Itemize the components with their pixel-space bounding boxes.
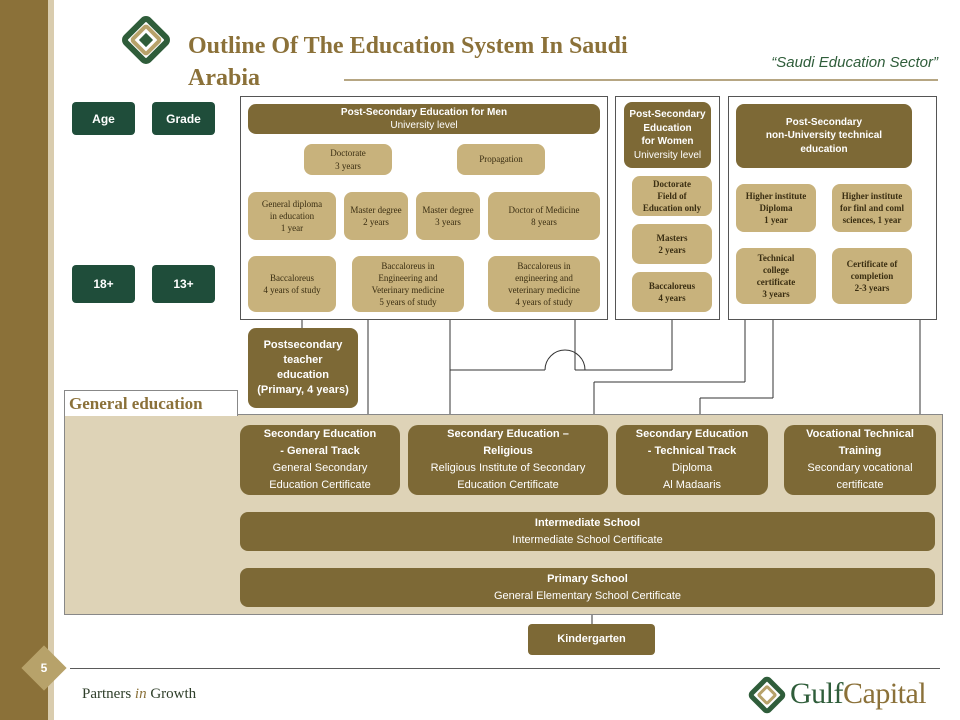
bar-title: Primary School — [547, 572, 628, 585]
sec-line: General Secondary — [272, 462, 368, 474]
chip-line: 1 year — [280, 223, 304, 234]
chip-line: certificate — [756, 277, 796, 287]
secondary-religious — [408, 425, 608, 495]
age-header: Age — [72, 102, 135, 135]
sec-line: Diploma — [671, 462, 713, 474]
sec-title2: - General Track — [280, 445, 360, 457]
doctorate-chip — [304, 144, 392, 175]
brand-logo-icon — [748, 676, 786, 714]
brand-wordmark — [790, 677, 926, 711]
sec-title2: Religious — [483, 445, 533, 457]
chip-line: Doctor of Medicine — [508, 204, 580, 215]
chip-line: engineering and — [515, 272, 573, 283]
sec-line: Education Certificate — [269, 479, 371, 491]
sec-line: Al Madaaris — [662, 479, 722, 491]
vocational-training — [784, 425, 936, 495]
chip-line: 1 year — [764, 215, 788, 226]
sec-title2: Training — [838, 445, 882, 457]
connector-hop-arc — [545, 350, 585, 370]
kindergarten-label: Kindergarten — [557, 633, 626, 646]
grade-label: 13+ — [152, 265, 215, 303]
chip-line: sciences, 1 year — [842, 215, 902, 226]
bar-sub: Intermediate School Certificate — [512, 533, 663, 546]
propagation-chip — [457, 144, 545, 175]
tagline — [82, 686, 196, 703]
sec-line: Secondary vocational — [807, 462, 913, 474]
secondary-general-track — [240, 425, 400, 495]
sec-title2: - Technical Track — [647, 445, 737, 457]
chip-line: Engineering and — [378, 272, 438, 283]
chip-line: Propagation — [479, 154, 523, 165]
chip-line: 4 years of study — [515, 297, 573, 308]
chip-line: Master degree — [422, 204, 474, 215]
women-masters-chip — [632, 224, 712, 264]
general-education-label: General education — [64, 390, 238, 416]
chip-line: General diploma — [261, 198, 323, 209]
chip-line: Diploma — [759, 202, 793, 213]
sec-title: Secondary Education – — [447, 428, 569, 440]
tagline-part: Partners — [82, 686, 132, 702]
baccaloreus-eng-chip — [488, 256, 600, 312]
chip-line: Postsecondary — [263, 339, 343, 352]
higher-diploma-chip — [736, 184, 816, 232]
cert-completion-chip — [832, 248, 912, 304]
women-bacc-chip — [632, 272, 712, 312]
chip-line: education — [800, 143, 848, 155]
chip-line: teacher — [283, 354, 323, 367]
chip-line: education — [277, 369, 329, 381]
women-doctorate-chip — [632, 176, 712, 216]
age-label: 18+ — [72, 265, 135, 303]
chip-line: college — [763, 264, 789, 275]
page-number: 5 — [40, 661, 48, 675]
brand-part: Capital — [843, 677, 927, 710]
chip-line: Master degree — [350, 204, 402, 215]
men-header-title: Post-Secondary Education for Men — [340, 106, 508, 118]
doctor-medicine-chip — [488, 192, 600, 240]
chip-line: 2 years — [363, 217, 389, 227]
chip-line: 4 years — [658, 293, 686, 303]
chip-line: 2-3 years — [854, 283, 890, 294]
chip-line: 5 years of study — [379, 297, 437, 308]
chip-line: 4 years of study — [263, 285, 321, 295]
chip-line: Veterinary medicine — [371, 285, 445, 295]
chip-line: Post-Secondary — [785, 116, 863, 128]
chip-line: Doctorate — [653, 178, 691, 189]
women-header — [624, 102, 711, 168]
master-degree-chip — [416, 192, 480, 240]
chip-line: completion — [850, 270, 894, 281]
sec-line: Religious Institute of Secondary — [430, 462, 586, 474]
chip-line: Higher institute — [841, 190, 903, 201]
chip-line: Masters — [656, 232, 688, 243]
chip-line: (Primary, 4 years) — [257, 383, 349, 396]
sec-title: Secondary Education — [263, 428, 377, 440]
sec-line: certificate — [836, 479, 884, 491]
men-header-sub: University level — [390, 120, 458, 131]
chip-line: in education — [269, 210, 315, 221]
kindergarten-chip — [528, 624, 655, 655]
technical-header — [736, 104, 912, 168]
chip-line: non-University technical — [765, 130, 883, 142]
chip-line: veterinary medicine — [508, 285, 580, 295]
baccaloreus-chip — [248, 256, 336, 312]
grade-header: Grade — [152, 102, 215, 135]
general-diploma-chip — [248, 192, 336, 240]
chip-line: Higher institute — [745, 190, 807, 201]
sec-title: Vocational Technical — [806, 428, 914, 440]
higher-fin-chip — [832, 184, 912, 232]
chip-line: 2 years — [658, 245, 686, 255]
chip-line: Baccaloreus — [270, 272, 314, 283]
chip-line: Post-Secondary — [629, 109, 706, 120]
chip-line: Field of — [657, 190, 687, 201]
page-title: Outline Of The Education System In Saudi Arabia — [188, 33, 628, 91]
chip-line: Technical — [757, 252, 795, 263]
tagline-in: in — [134, 686, 147, 702]
tech-college-chip — [736, 248, 816, 304]
chip-line: Education only — [642, 203, 702, 214]
master-degree-chip — [344, 192, 408, 240]
chip-line: 3 years — [435, 217, 461, 227]
sec-title: Secondary Education — [635, 428, 749, 440]
bar-sub: General Elementary School Certificate — [493, 589, 682, 602]
chip-line: for Women — [641, 136, 694, 147]
intermediate-school-bar — [240, 512, 935, 551]
brand-part: Gulf — [790, 677, 843, 710]
chip-line: Certificate of — [846, 258, 898, 269]
sec-line: Education Certificate — [457, 479, 559, 491]
bar-title: Intermediate School — [534, 516, 641, 529]
footer-rule — [70, 668, 940, 669]
chip-line: Education — [643, 122, 692, 134]
chip-line: Baccaloreus — [648, 280, 696, 291]
chip-line: 3 years — [335, 160, 361, 171]
secondary-technical-track — [616, 425, 768, 495]
chip-line: for finl and coml — [839, 202, 905, 213]
chip-line: 3 years — [762, 289, 790, 300]
chip-line: 8 years — [531, 217, 557, 227]
chip-line: Baccaloreus in — [517, 260, 571, 271]
teacher-education-chip — [248, 328, 358, 408]
chip-line: University level — [633, 149, 702, 161]
tagline-part: Growth — [150, 686, 197, 702]
men-header — [248, 104, 600, 134]
primary-school-bar — [240, 568, 935, 607]
chip-line: Baccaloreus in — [381, 260, 435, 271]
chip-line: Doctorate — [330, 148, 366, 159]
baccaloreus-eng-chip — [352, 256, 464, 312]
page-subtitle: “Saudi Education Sector” — [771, 54, 938, 71]
